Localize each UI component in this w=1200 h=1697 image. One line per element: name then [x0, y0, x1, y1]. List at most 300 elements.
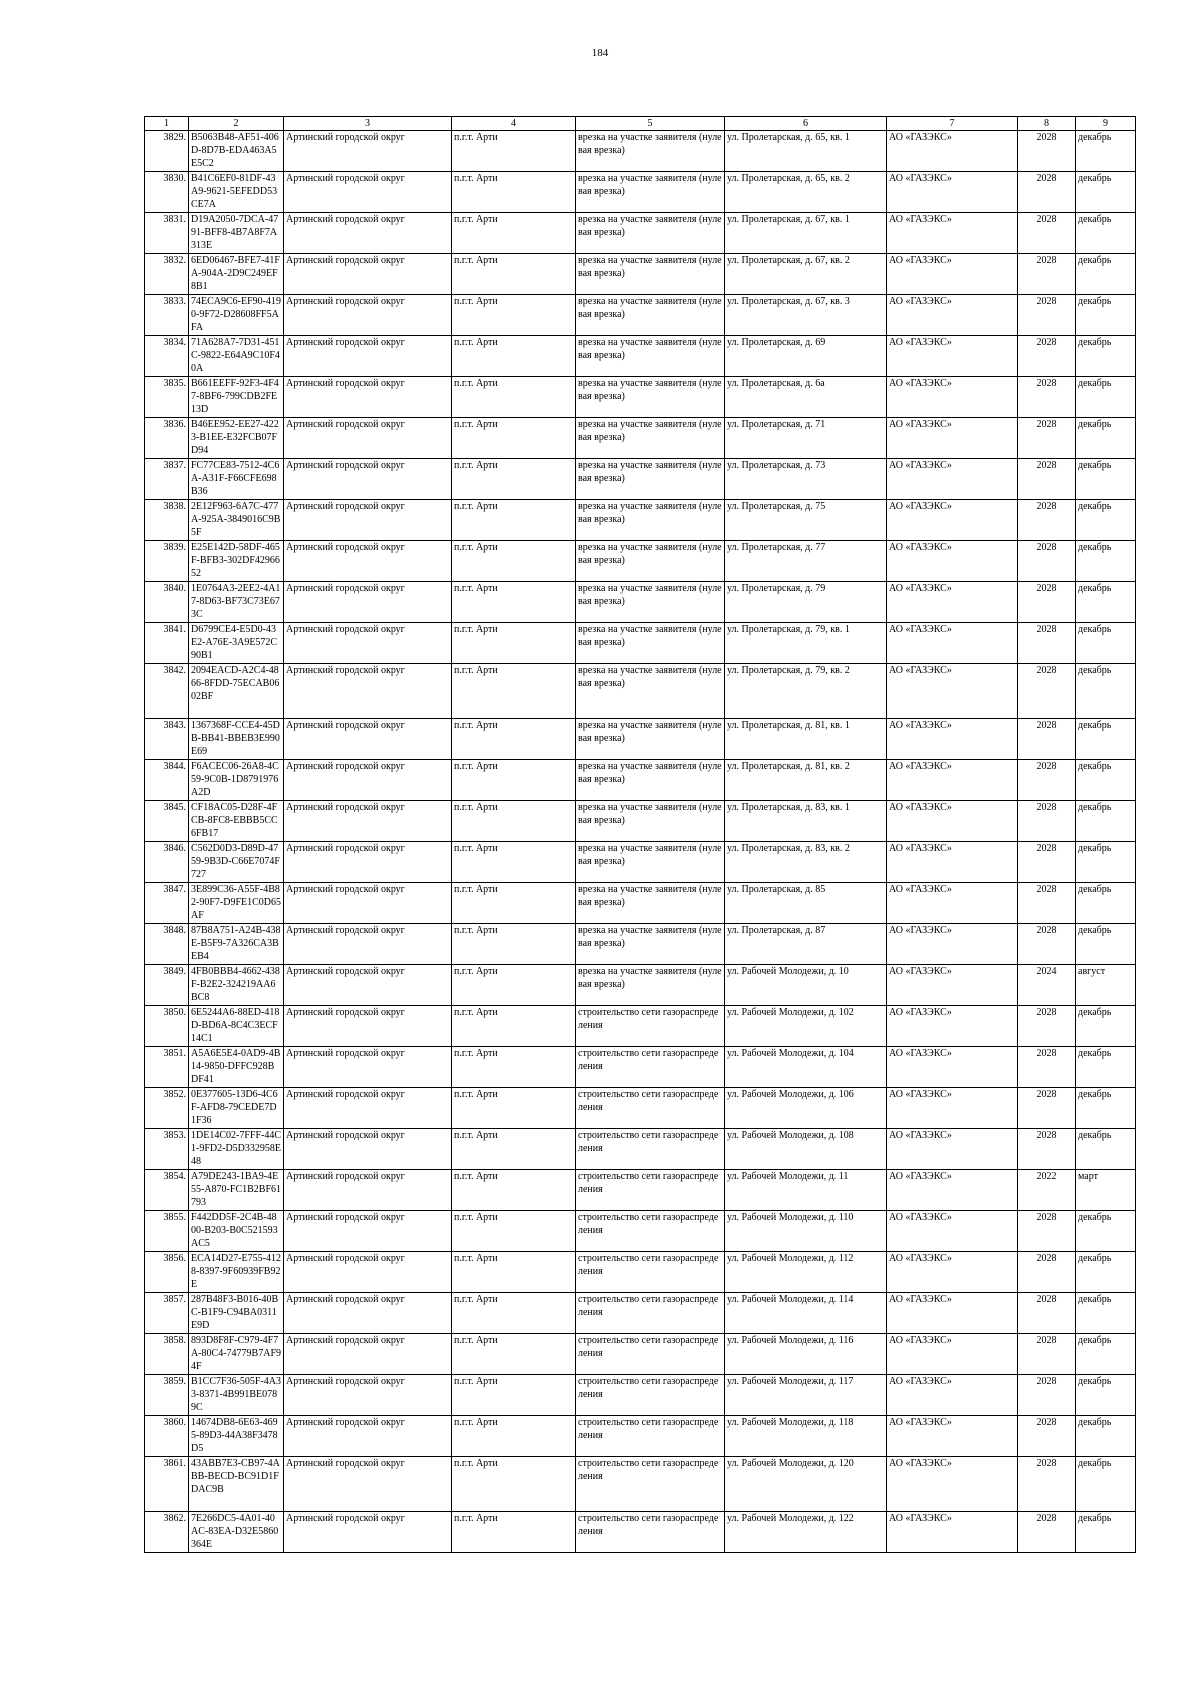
cell-year: 2028	[1018, 582, 1076, 623]
cell-month: декабрь	[1076, 377, 1136, 418]
cell-object-id: 14674DB8-6E63-4695-89D3-44A38F3478D5	[189, 1416, 284, 1457]
cell-organization: АО «ГАЗЭКС»	[887, 295, 1018, 336]
cell-object-id: 287B48F3-B016-40BC-B1F9-C94BA0311E9D	[189, 1293, 284, 1334]
cell-month: декабрь	[1076, 1416, 1136, 1457]
cell-row-number: 3860.	[145, 1416, 189, 1457]
cell-organization: АО «ГАЗЭКС»	[887, 924, 1018, 965]
cell-work-type: строительство сети газораспределения	[576, 1512, 725, 1553]
column-header: 5	[576, 117, 725, 131]
cell-address: ул. Пролетарская, д. 67, кв. 1	[725, 213, 887, 254]
table-row	[145, 719, 1136, 760]
cell-year: 2028	[1018, 623, 1076, 664]
table-row	[145, 1334, 1136, 1375]
cell-address: ул. Рабочей Молодежи, д. 122	[725, 1512, 887, 1553]
cell-district: Артинский городской округ	[284, 1457, 452, 1512]
cell-object-id: 1DE14C02-7FFF-44C1-9FD2-D5D332958E48	[189, 1129, 284, 1170]
cell-organization: АО «ГАЗЭКС»	[887, 1375, 1018, 1416]
cell-object-id: 71A628A7-7D31-451C-9822-E64A9C10F40A	[189, 336, 284, 377]
table-row	[145, 924, 1136, 965]
cell-year: 2028	[1018, 541, 1076, 582]
cell-locality: п.г.т. Арти	[452, 500, 576, 541]
cell-month: декабрь	[1076, 131, 1136, 172]
cell-organization: АО «ГАЗЭКС»	[887, 1170, 1018, 1211]
cell-object-id: 87B8A751-A24B-438E-B5F9-7A326CA3BEB4	[189, 924, 284, 965]
cell-district: Артинский городской округ	[284, 965, 452, 1006]
cell-locality: п.г.т. Арти	[452, 1334, 576, 1375]
cell-work-type: врезка на участке заявителя (нулевая врезка)	[576, 924, 725, 965]
cell-month: декабрь	[1076, 254, 1136, 295]
cell-locality: п.г.т. Арти	[452, 254, 576, 295]
cell-month: декабрь	[1076, 801, 1136, 842]
cell-row-number: 3857.	[145, 1293, 189, 1334]
cell-address: ул. Пролетарская, д. 81, кв. 2	[725, 760, 887, 801]
table-row	[145, 1088, 1136, 1129]
column-header: 3	[284, 117, 452, 131]
cell-address: ул. Пролетарская, д. 75	[725, 500, 887, 541]
cell-object-id: B41C6EF0-81DF-43A9-9621-5EFEDD53CE7A	[189, 172, 284, 213]
registry-table	[144, 116, 1136, 1553]
cell-year: 2028	[1018, 254, 1076, 295]
cell-row-number: 3836.	[145, 418, 189, 459]
cell-row-number: 3850.	[145, 1006, 189, 1047]
cell-district: Артинский городской округ	[284, 719, 452, 760]
cell-district: Артинский городской округ	[284, 213, 452, 254]
header-row	[145, 117, 1136, 131]
cell-locality: п.г.т. Арти	[452, 1252, 576, 1293]
cell-month: декабрь	[1076, 295, 1136, 336]
cell-year: 2028	[1018, 459, 1076, 500]
table-row	[145, 883, 1136, 924]
cell-district: Артинский городской округ	[284, 582, 452, 623]
cell-object-id: D6799CE4-E5D0-43E2-A76E-3A9E572C90B1	[189, 623, 284, 664]
cell-address: ул. Пролетарская, д. 79, кв. 2	[725, 664, 887, 719]
cell-row-number: 3858.	[145, 1334, 189, 1375]
cell-object-id: B5063B48-AF51-406D-8D7B-EDA463A5E5C2	[189, 131, 284, 172]
cell-locality: п.г.т. Арти	[452, 213, 576, 254]
cell-district: Артинский городской округ	[284, 924, 452, 965]
cell-year: 2028	[1018, 1293, 1076, 1334]
cell-year: 2028	[1018, 295, 1076, 336]
table-row	[145, 295, 1136, 336]
cell-year: 2028	[1018, 1416, 1076, 1457]
cell-address: ул. Рабочей Молодежи, д. 11	[725, 1170, 887, 1211]
cell-locality: п.г.т. Арти	[452, 295, 576, 336]
cell-work-type: врезка на участке заявителя (нулевая врезка)	[576, 172, 725, 213]
cell-address: ул. Пролетарская, д. 73	[725, 459, 887, 500]
cell-month: декабрь	[1076, 924, 1136, 965]
cell-work-type: врезка на участке заявителя (нулевая врезка)	[576, 760, 725, 801]
cell-locality: п.г.т. Арти	[452, 719, 576, 760]
cell-work-type: врезка на участке заявителя (нулевая врезка)	[576, 295, 725, 336]
cell-district: Артинский городской округ	[284, 418, 452, 459]
cell-year: 2028	[1018, 1512, 1076, 1553]
cell-object-id: F442DD5F-2C4B-4800-B203-B0C521593AC5	[189, 1211, 284, 1252]
table-row	[145, 842, 1136, 883]
cell-work-type: врезка на участке заявителя (нулевая врезка)	[576, 801, 725, 842]
cell-row-number: 3848.	[145, 924, 189, 965]
cell-organization: АО «ГАЗЭКС»	[887, 254, 1018, 295]
cell-row-number: 3840.	[145, 582, 189, 623]
cell-work-type: врезка на участке заявителя (нулевая врезка)	[576, 664, 725, 719]
cell-address: ул. Рабочей Молодежи, д. 102	[725, 1006, 887, 1047]
cell-month: март	[1076, 1170, 1136, 1211]
cell-district: Артинский городской округ	[284, 131, 452, 172]
cell-year: 2028	[1018, 1129, 1076, 1170]
cell-month: декабрь	[1076, 1512, 1136, 1553]
cell-work-type: строительство сети газораспределения	[576, 1088, 725, 1129]
cell-object-id: 7E266DC5-4A01-40AC-83EA-D32E5860364E	[189, 1512, 284, 1553]
cell-address: ул. Рабочей Молодежи, д. 116	[725, 1334, 887, 1375]
cell-organization: АО «ГАЗЭКС»	[887, 801, 1018, 842]
cell-work-type: врезка на участке заявителя (нулевая врезка)	[576, 254, 725, 295]
table-row	[145, 213, 1136, 254]
cell-organization: АО «ГАЗЭКС»	[887, 664, 1018, 719]
cell-work-type: врезка на участке заявителя (нулевая врезка)	[576, 131, 725, 172]
cell-locality: п.г.т. Арти	[452, 664, 576, 719]
cell-district: Артинский городской округ	[284, 254, 452, 295]
cell-district: Артинский городской округ	[284, 1293, 452, 1334]
cell-work-type: врезка на участке заявителя (нулевая врезка)	[576, 965, 725, 1006]
cell-row-number: 3842.	[145, 664, 189, 719]
cell-year: 2028	[1018, 377, 1076, 418]
cell-district: Артинский городской округ	[284, 1334, 452, 1375]
cell-year: 2028	[1018, 801, 1076, 842]
cell-address: ул. Рабочей Молодежи, д. 108	[725, 1129, 887, 1170]
cell-organization: АО «ГАЗЭКС»	[887, 1006, 1018, 1047]
cell-object-id: 2094EACD-A2C4-4866-8FDD-75ECAB0602BF	[189, 664, 284, 719]
cell-locality: п.г.т. Арти	[452, 842, 576, 883]
column-header: 6	[725, 117, 887, 131]
cell-district: Артинский городской округ	[284, 801, 452, 842]
cell-work-type: строительство сети газораспределения	[576, 1252, 725, 1293]
cell-year: 2028	[1018, 1334, 1076, 1375]
table-body	[145, 131, 1136, 1553]
cell-organization: АО «ГАЗЭКС»	[887, 541, 1018, 582]
cell-organization: АО «ГАЗЭКС»	[887, 582, 1018, 623]
cell-work-type: врезка на участке заявителя (нулевая врезка)	[576, 842, 725, 883]
cell-month: декабрь	[1076, 1088, 1136, 1129]
cell-organization: АО «ГАЗЭКС»	[887, 719, 1018, 760]
cell-year: 2028	[1018, 172, 1076, 213]
cell-address: ул. Рабочей Молодежи, д. 120	[725, 1457, 887, 1512]
cell-district: Артинский городской округ	[284, 1375, 452, 1416]
cell-organization: АО «ГАЗЭКС»	[887, 1512, 1018, 1553]
cell-month: декабрь	[1076, 459, 1136, 500]
cell-work-type: врезка на участке заявителя (нулевая врезка)	[576, 459, 725, 500]
cell-district: Артинский городской округ	[284, 1252, 452, 1293]
table-row	[145, 1047, 1136, 1088]
cell-work-type: врезка на участке заявителя (нулевая врезка)	[576, 336, 725, 377]
cell-month: декабрь	[1076, 1457, 1136, 1512]
cell-row-number: 3861.	[145, 1457, 189, 1512]
cell-district: Артинский городской округ	[284, 1512, 452, 1553]
cell-organization: АО «ГАЗЭКС»	[887, 418, 1018, 459]
cell-organization: АО «ГАЗЭКС»	[887, 1457, 1018, 1512]
cell-object-id: A79DE243-1BA9-4E55-A870-FC1B2BF61793	[189, 1170, 284, 1211]
cell-year: 2028	[1018, 500, 1076, 541]
cell-locality: п.г.т. Арти	[452, 336, 576, 377]
cell-work-type: строительство сети газораспределения	[576, 1375, 725, 1416]
cell-locality: п.г.т. Арти	[452, 1211, 576, 1252]
cell-organization: АО «ГАЗЭКС»	[887, 459, 1018, 500]
table-row	[145, 500, 1136, 541]
cell-district: Артинский городской округ	[284, 1006, 452, 1047]
cell-month: декабрь	[1076, 418, 1136, 459]
column-header: 9	[1076, 117, 1136, 131]
cell-month: декабрь	[1076, 1047, 1136, 1088]
cell-month: декабрь	[1076, 1211, 1136, 1252]
cell-organization: АО «ГАЗЭКС»	[887, 760, 1018, 801]
cell-locality: п.г.т. Арти	[452, 1129, 576, 1170]
cell-organization: АО «ГАЗЭКС»	[887, 377, 1018, 418]
table-row	[145, 965, 1136, 1006]
cell-district: Артинский городской округ	[284, 295, 452, 336]
cell-district: Артинский городской округ	[284, 623, 452, 664]
cell-address: ул. Пролетарская, д. 67, кв. 3	[725, 295, 887, 336]
cell-locality: п.г.т. Арти	[452, 582, 576, 623]
cell-address: ул. Рабочей Молодежи, д. 112	[725, 1252, 887, 1293]
cell-row-number: 3838.	[145, 500, 189, 541]
table-row	[145, 760, 1136, 801]
cell-organization: АО «ГАЗЭКС»	[887, 1334, 1018, 1375]
cell-object-id: FC77CE83-7512-4C6A-A31F-F66CFE698B36	[189, 459, 284, 500]
cell-year: 2028	[1018, 664, 1076, 719]
cell-object-id: A5A6E5E4-0AD9-4B14-9850-DFFC928BDF41	[189, 1047, 284, 1088]
cell-row-number: 3843.	[145, 719, 189, 760]
cell-row-number: 3855.	[145, 1211, 189, 1252]
cell-locality: п.г.т. Арти	[452, 1293, 576, 1334]
table-row	[145, 801, 1136, 842]
cell-row-number: 3856.	[145, 1252, 189, 1293]
cell-object-id: B1CC7F36-505F-4A33-8371-4B991BE0789C	[189, 1375, 284, 1416]
table-row	[145, 418, 1136, 459]
cell-row-number: 3852.	[145, 1088, 189, 1129]
cell-row-number: 3832.	[145, 254, 189, 295]
cell-locality: п.г.т. Арти	[452, 541, 576, 582]
cell-row-number: 3846.	[145, 842, 189, 883]
cell-object-id: B46EE952-EE27-4223-B1EE-E32FCB07FD94	[189, 418, 284, 459]
cell-address: ул. Пролетарская, д. 79, кв. 1	[725, 623, 887, 664]
cell-year: 2028	[1018, 719, 1076, 760]
cell-district: Артинский городской округ	[284, 1047, 452, 1088]
cell-district: Артинский городской округ	[284, 1129, 452, 1170]
cell-row-number: 3839.	[145, 541, 189, 582]
cell-locality: п.г.т. Арти	[452, 623, 576, 664]
page-number: 184	[591, 47, 609, 59]
cell-object-id: C562D0D3-D89D-4759-9B3D-C66E7074F727	[189, 842, 284, 883]
cell-work-type: врезка на участке заявителя (нулевая врезка)	[576, 418, 725, 459]
cell-year: 2028	[1018, 1457, 1076, 1512]
cell-row-number: 3844.	[145, 760, 189, 801]
cell-month: декабрь	[1076, 582, 1136, 623]
cell-organization: АО «ГАЗЭКС»	[887, 842, 1018, 883]
cell-month: декабрь	[1076, 1129, 1136, 1170]
cell-month: декабрь	[1076, 1252, 1136, 1293]
cell-locality: п.г.т. Арти	[452, 924, 576, 965]
cell-month: декабрь	[1076, 842, 1136, 883]
cell-work-type: строительство сети газораспределения	[576, 1170, 725, 1211]
cell-object-id: 6ED06467-BFE7-41FA-904A-2D9C249EF8B1	[189, 254, 284, 295]
cell-year: 2022	[1018, 1170, 1076, 1211]
cell-month: декабрь	[1076, 500, 1136, 541]
table-row	[145, 541, 1136, 582]
table-row	[145, 623, 1136, 664]
cell-organization: АО «ГАЗЭКС»	[887, 883, 1018, 924]
cell-district: Артинский городской округ	[284, 1416, 452, 1457]
cell-object-id: CF18AC05-D28F-4FCB-8FC8-EBBB5CC6FB17	[189, 801, 284, 842]
cell-address: ул. Пролетарская, д. 69	[725, 336, 887, 377]
cell-locality: п.г.т. Арти	[452, 1088, 576, 1129]
table-row	[145, 377, 1136, 418]
cell-work-type: врезка на участке заявителя (нулевая врезка)	[576, 541, 725, 582]
cell-year: 2028	[1018, 1375, 1076, 1416]
cell-year: 2028	[1018, 1088, 1076, 1129]
cell-work-type: врезка на участке заявителя (нулевая врезка)	[576, 377, 725, 418]
cell-address: ул. Пролетарская, д. 71	[725, 418, 887, 459]
cell-object-id: 2E12F963-6A7C-477A-925A-3849016C9B5F	[189, 500, 284, 541]
cell-address: ул. Пролетарская, д. 77	[725, 541, 887, 582]
cell-address: ул. Пролетарская, д. 65, кв. 2	[725, 172, 887, 213]
table-row	[145, 1170, 1136, 1211]
cell-organization: АО «ГАЗЭКС»	[887, 1088, 1018, 1129]
cell-locality: п.г.т. Арти	[452, 1006, 576, 1047]
cell-address: ул. Рабочей Молодежи, д. 10	[725, 965, 887, 1006]
cell-district: Артинский городской округ	[284, 1170, 452, 1211]
cell-work-type: врезка на участке заявителя (нулевая врезка)	[576, 213, 725, 254]
cell-month: декабрь	[1076, 541, 1136, 582]
cell-organization: АО «ГАЗЭКС»	[887, 172, 1018, 213]
cell-object-id: B661EEFF-92F3-4F47-8BF6-799CDB2FE13D	[189, 377, 284, 418]
table-row	[145, 664, 1136, 719]
cell-year: 2028	[1018, 842, 1076, 883]
cell-organization: АО «ГАЗЭКС»	[887, 131, 1018, 172]
cell-object-id: 6E5244A6-88ED-418D-BD6A-8C4C3ECF14C1	[189, 1006, 284, 1047]
cell-month: декабрь	[1076, 883, 1136, 924]
cell-locality: п.г.т. Арти	[452, 1170, 576, 1211]
cell-address: ул. Пролетарская, д. 65, кв. 1	[725, 131, 887, 172]
cell-object-id: 1367368F-CCE4-45DB-BB41-BBEB3E990E69	[189, 719, 284, 760]
cell-year: 2028	[1018, 760, 1076, 801]
cell-object-id: 893D8F8F-C979-4F7A-80C4-74779B7AF94F	[189, 1334, 284, 1375]
cell-month: декабрь	[1076, 1375, 1136, 1416]
cell-row-number: 3833.	[145, 295, 189, 336]
cell-address: ул. Пролетарская, д. 85	[725, 883, 887, 924]
cell-address: ул. Пролетарская, д. 6а	[725, 377, 887, 418]
cell-district: Артинский городской округ	[284, 883, 452, 924]
cell-work-type: строительство сети газораспределения	[576, 1334, 725, 1375]
cell-year: 2028	[1018, 213, 1076, 254]
cell-work-type: врезка на участке заявителя (нулевая врезка)	[576, 719, 725, 760]
cell-address: ул. Рабочей Молодежи, д. 104	[725, 1047, 887, 1088]
cell-month: декабрь	[1076, 664, 1136, 719]
cell-object-id: 3E899C36-A55F-4B82-90F7-D9FE1C0D65AF	[189, 883, 284, 924]
cell-row-number: 3847.	[145, 883, 189, 924]
cell-object-id: ECA14D27-E755-4128-8397-9F60939FB92E	[189, 1252, 284, 1293]
cell-address: ул. Рабочей Молодежи, д. 106	[725, 1088, 887, 1129]
cell-row-number: 3854.	[145, 1170, 189, 1211]
cell-locality: п.г.т. Арти	[452, 1512, 576, 1553]
cell-district: Артинский городской округ	[284, 541, 452, 582]
cell-address: ул. Пролетарская, д. 83, кв. 2	[725, 842, 887, 883]
cell-month: декабрь	[1076, 719, 1136, 760]
cell-object-id: 43ABB7E3-CB97-4ABB-BECD-BC91D1FDAC9B	[189, 1457, 284, 1512]
cell-locality: п.г.т. Арти	[452, 1416, 576, 1457]
cell-row-number: 3831.	[145, 213, 189, 254]
cell-district: Артинский городской округ	[284, 1088, 452, 1129]
cell-row-number: 3841.	[145, 623, 189, 664]
cell-object-id: 74ECA9C6-EF90-4190-9F72-D28608FF5AFA	[189, 295, 284, 336]
cell-organization: АО «ГАЗЭКС»	[887, 1416, 1018, 1457]
cell-district: Артинский городской округ	[284, 1211, 452, 1252]
cell-organization: АО «ГАЗЭКС»	[887, 1211, 1018, 1252]
cell-row-number: 3849.	[145, 965, 189, 1006]
cell-organization: АО «ГАЗЭКС»	[887, 1129, 1018, 1170]
cell-address: ул. Рабочей Молодежи, д. 110	[725, 1211, 887, 1252]
cell-organization: АО «ГАЗЭКС»	[887, 623, 1018, 664]
cell-year: 2028	[1018, 1006, 1076, 1047]
cell-locality: п.г.т. Арти	[452, 377, 576, 418]
cell-year: 2028	[1018, 418, 1076, 459]
cell-organization: АО «ГАЗЭКС»	[887, 1252, 1018, 1293]
cell-locality: п.г.т. Арти	[452, 418, 576, 459]
cell-organization: АО «ГАЗЭКС»	[887, 336, 1018, 377]
table-row	[145, 1375, 1136, 1416]
cell-object-id: 4FB0BBB4-4662-438F-B2E2-324219AA6BC8	[189, 965, 284, 1006]
cell-work-type: врезка на участке заявителя (нулевая врезка)	[576, 500, 725, 541]
table-row	[145, 459, 1136, 500]
table-row	[145, 1211, 1136, 1252]
cell-month: декабрь	[1076, 1334, 1136, 1375]
cell-organization: АО «ГАЗЭКС»	[887, 213, 1018, 254]
cell-address: ул. Пролетарская, д. 81, кв. 1	[725, 719, 887, 760]
cell-month: декабрь	[1076, 336, 1136, 377]
column-header: 4	[452, 117, 576, 131]
cell-locality: п.г.т. Арти	[452, 760, 576, 801]
table-row	[145, 1416, 1136, 1457]
cell-work-type: строительство сети газораспределения	[576, 1129, 725, 1170]
cell-work-type: строительство сети газораспределения	[576, 1293, 725, 1334]
cell-district: Артинский городской округ	[284, 760, 452, 801]
cell-object-id: 1E0764A3-2EE2-4A17-8D63-BF73C73E673C	[189, 582, 284, 623]
cell-year: 2028	[1018, 131, 1076, 172]
cell-locality: п.г.т. Арти	[452, 131, 576, 172]
cell-month: август	[1076, 965, 1136, 1006]
cell-year: 2028	[1018, 883, 1076, 924]
cell-organization: АО «ГАЗЭКС»	[887, 500, 1018, 541]
cell-year: 2028	[1018, 924, 1076, 965]
cell-month: декабрь	[1076, 213, 1136, 254]
cell-row-number: 3837.	[145, 459, 189, 500]
cell-row-number: 3835.	[145, 377, 189, 418]
cell-district: Артинский городской округ	[284, 459, 452, 500]
cell-work-type: строительство сети газораспределения	[576, 1006, 725, 1047]
cell-organization: АО «ГАЗЭКС»	[887, 1293, 1018, 1334]
table-row	[145, 1006, 1136, 1047]
cell-locality: п.г.т. Арти	[452, 172, 576, 213]
cell-row-number: 3862.	[145, 1512, 189, 1553]
cell-row-number: 3859.	[145, 1375, 189, 1416]
cell-work-type: строительство сети газораспределения	[576, 1211, 725, 1252]
column-header: 7	[887, 117, 1018, 131]
cell-locality: п.г.т. Арти	[452, 883, 576, 924]
cell-work-type: строительство сети газораспределения	[576, 1457, 725, 1512]
cell-row-number: 3830.	[145, 172, 189, 213]
table-row	[145, 131, 1136, 172]
cell-month: декабрь	[1076, 760, 1136, 801]
column-header: 1	[145, 117, 189, 131]
cell-work-type: врезка на участке заявителя (нулевая врезка)	[576, 623, 725, 664]
table-row	[145, 1252, 1136, 1293]
